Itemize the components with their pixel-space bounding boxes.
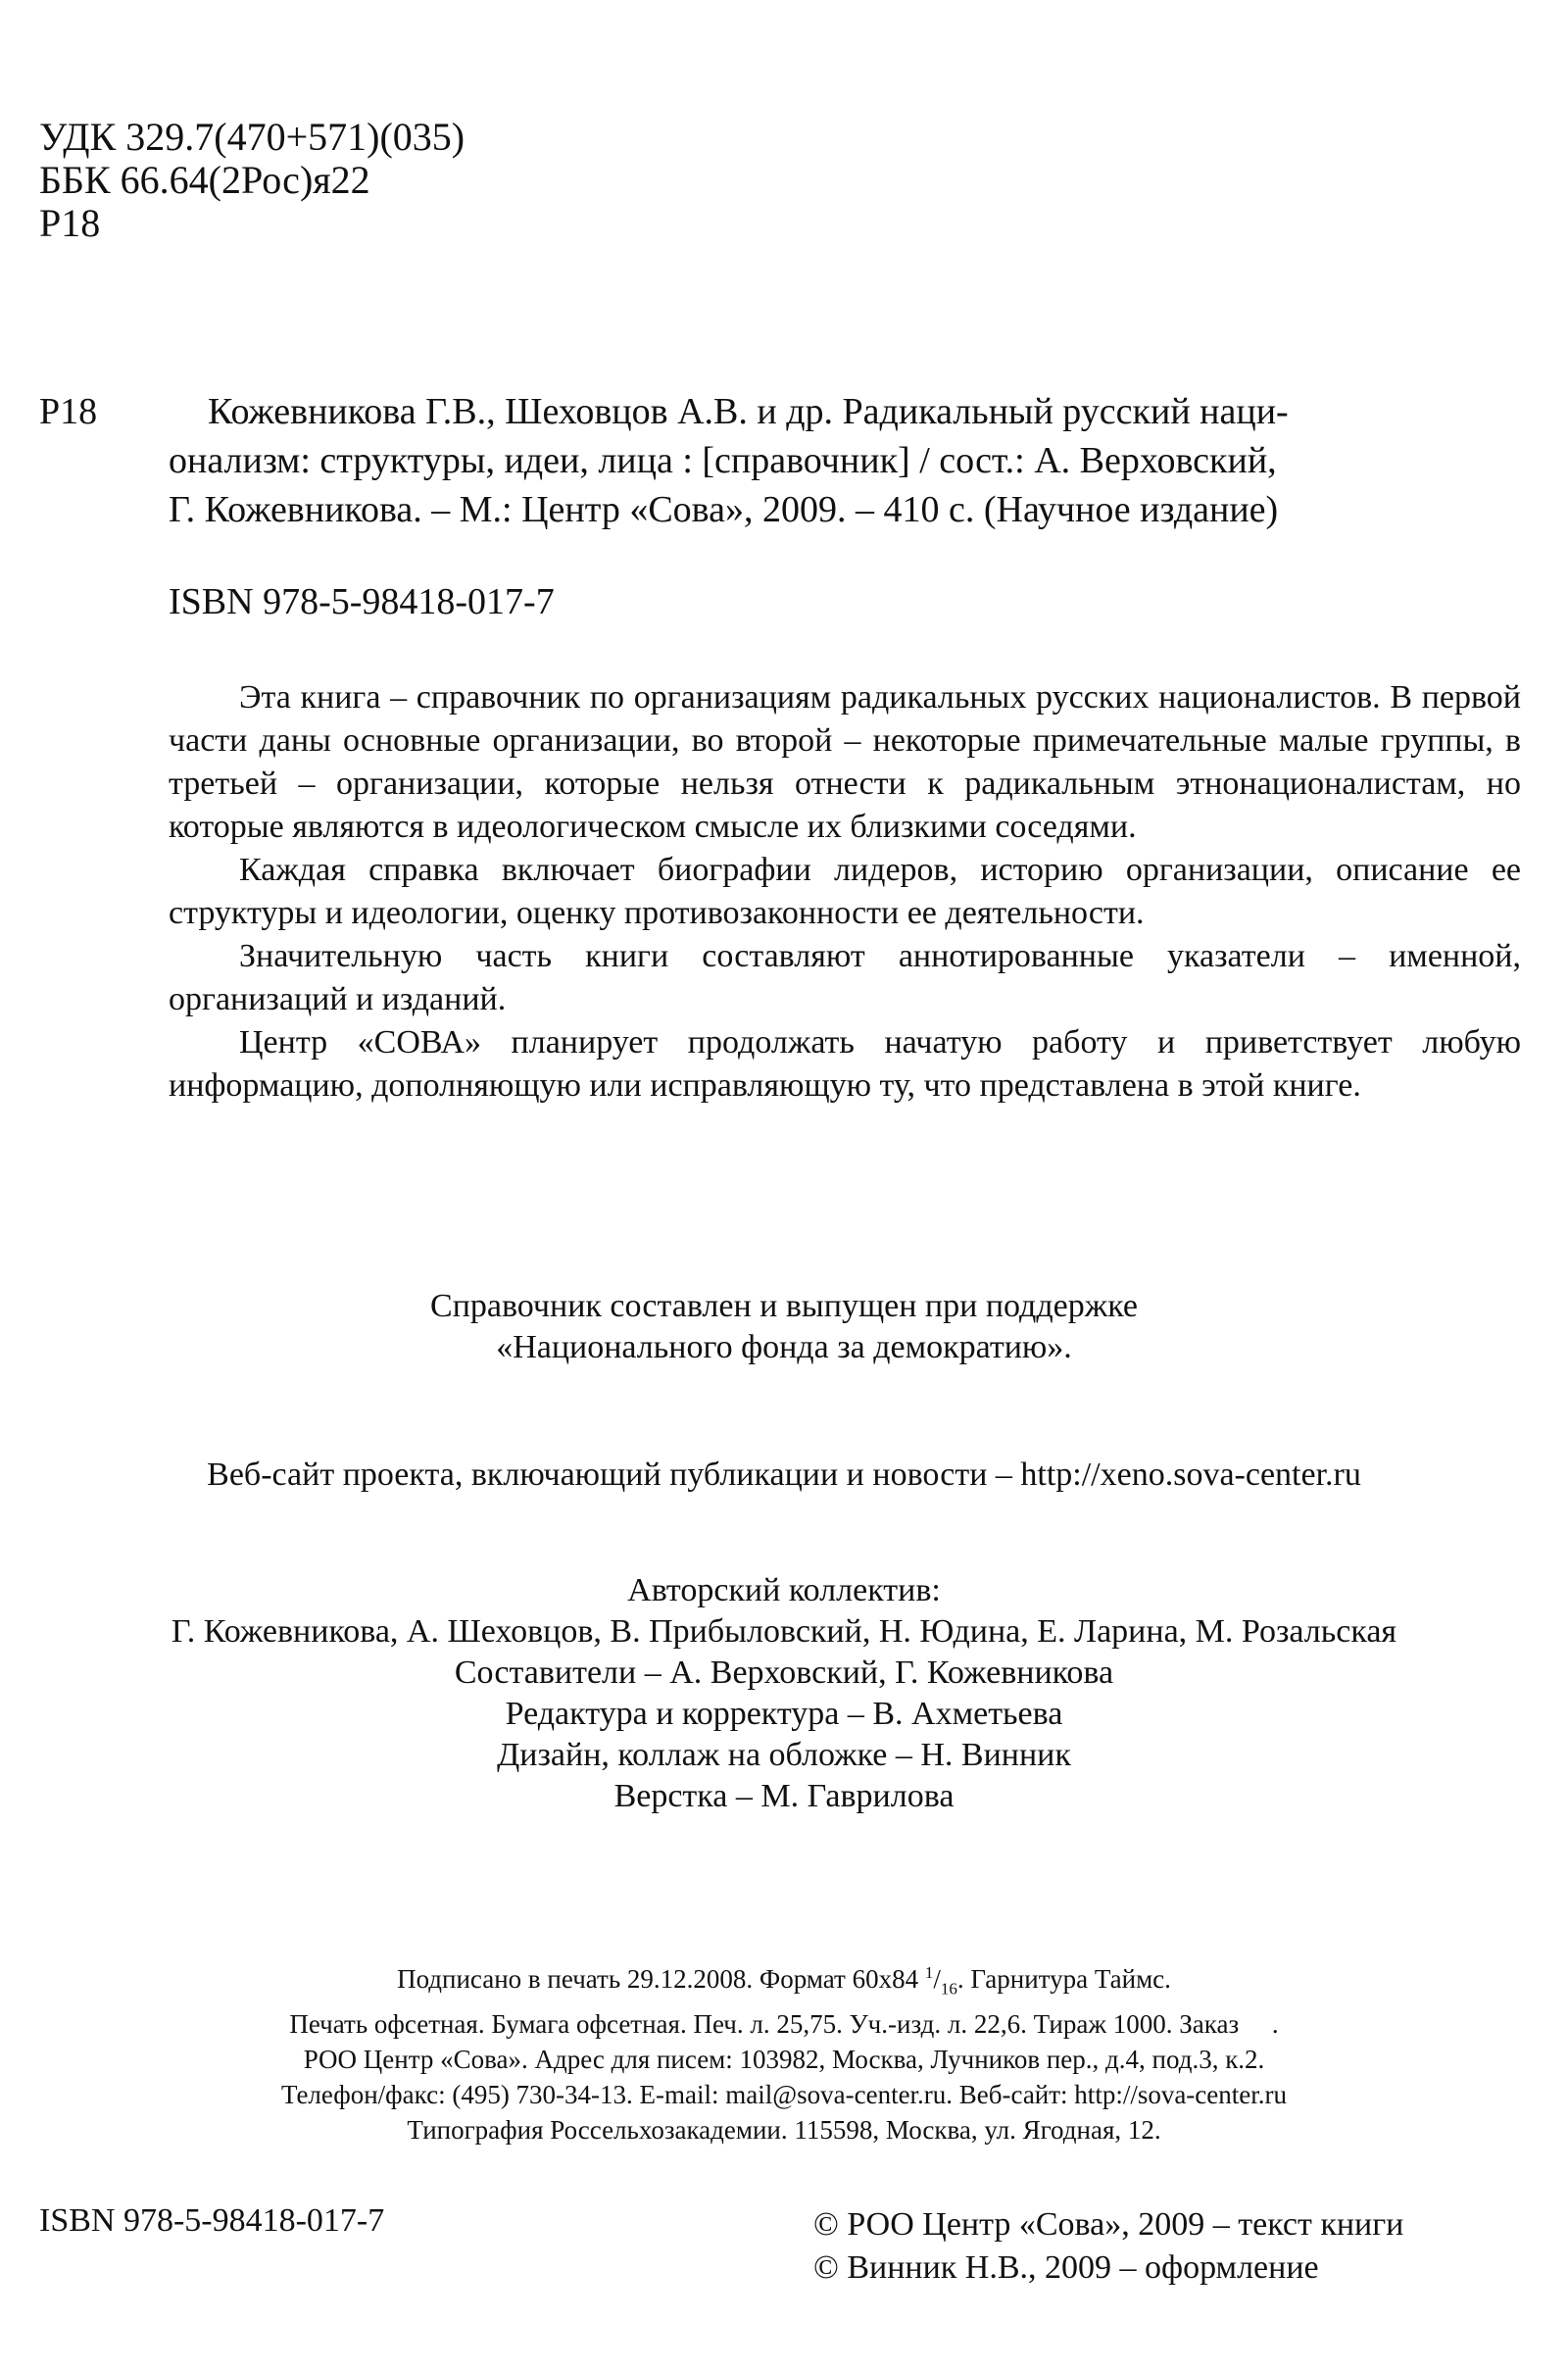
format-numerator: 1 xyxy=(924,1963,934,1982)
credits-heading: Авторский коллектив: xyxy=(627,1572,941,1608)
annotation-paragraph: Каждая справка включает биографии лидеров, историю организации, описание ее структуры и идеологии, оценку противозаконности ее деятельности. xyxy=(169,852,1521,931)
imprint-line-1-end: . Гарнитура Таймс. xyxy=(956,1964,1171,1994)
catalog-line-1: Кожевникова Г.В., Шеховцов А.В. и др. Радикальный русский наци- xyxy=(208,391,1289,432)
udk-code: УДК 329.7(470+571)(035) xyxy=(39,115,466,159)
credits-authors: Г. Кожевникова, А. Шеховцов, В. Прибыловский, Н. Юдина, Е. Ларина, М. Розальская xyxy=(171,1613,1397,1650)
annotation xyxy=(169,676,1521,1108)
copyright-block xyxy=(813,2203,1403,2290)
imprint-line-4: Телефон/факс: (495) 730-34-13. E-mail: mail@sova-center.ru. Веб-сайт: http://sova-center.ru xyxy=(280,2080,1287,2110)
format-denominator: 16 xyxy=(940,1979,957,1999)
annotation-paragraph: Значительную часть книги составляют аннотированные указатели – именной, организаций и изданий. xyxy=(169,938,1521,1017)
copyright-design: © Винник Н.В., 2009 – оформление xyxy=(813,2249,1319,2286)
catalog-mark: Р18 xyxy=(39,391,98,432)
imprint-line-1-start: Подписано в печать 29.12.2008. Формат 60х84 xyxy=(397,1964,925,1994)
format-slash: / xyxy=(933,1964,941,1994)
credits-editing: Редактура и корректура – В. Ахметьева xyxy=(505,1696,1063,1732)
bbk-code: ББК 66.64(2Рос)я22 xyxy=(39,158,370,202)
imprint-line-1 xyxy=(0,1955,1568,2006)
copyright-text: © РОО Центр «Сова», 2009 – текст книги xyxy=(813,2206,1404,2243)
imprint-line-2: Печать офсетная. Бумага офсетная. Печ. л. 25,75. Уч.-изд. л. 22,6. Тираж 1000. Заказ . xyxy=(289,2009,1279,2040)
support-line: «Национального фонда за демократию». xyxy=(496,1329,1072,1365)
credits-design: Дизайн, коллаж на обложке – Н. Винник xyxy=(497,1737,1071,1773)
footer-isbn: ISBN 978-5-98418-017-7 xyxy=(39,2202,385,2239)
credits-layout: Верстка – М. Гаврилова xyxy=(613,1778,955,1814)
credits-compilers: Составители – А. Верховский, Г. Кожевникова xyxy=(454,1654,1114,1691)
support-line: Справочник составлен и выпущен при поддержке xyxy=(430,1288,1138,1324)
imprint-line-3: РОО Центр «Сова». Адрес для писем: 103982, Москва, Лучников пер., д.4, под.3, к.2. xyxy=(303,2045,1265,2075)
catalog-isbn: ISBN 978-5-98418-017-7 xyxy=(169,581,555,622)
annotation-paragraph: Центр «СОВА» планирует продолжать начатую работу и приветствует любую информацию, дополняющую или исправляющую ту, что представлена в этой книге. xyxy=(169,1024,1521,1104)
author-mark: Р18 xyxy=(39,201,101,245)
annotation-paragraph: Эта книга – справочник по организациям радикальных русских националистов. В первой части даны основные организации, во второй – некоторые примечательные малые группы, в третьей – организации, которые нельзя отнести к радикальным этнонационалистам, но которые являются в идеологическом смысле их близкими соседями. xyxy=(169,679,1521,845)
imprint-line-5: Типография Россельхозакадемии. 115598, Москва, ул. Ягодная, 12. xyxy=(407,2115,1161,2146)
catalog-line-2: онализм: структуры, идеи, лица : [справочник] / сост.: А. Верховский, xyxy=(169,440,1277,481)
website-line: Веб-сайт проекта, включающий публикации и новости – http://xeno.sova-center.ru xyxy=(207,1457,1361,1493)
catalog-entry xyxy=(169,387,1521,534)
imprint xyxy=(0,1955,1568,2148)
credits xyxy=(0,1570,1568,1817)
support-note xyxy=(0,1286,1568,1368)
classification-codes xyxy=(39,116,465,245)
catalog-line-3: Г. Кожевникова. – М.: Центр «Сова», 2009. – 410 с. (Научное издание) xyxy=(169,489,1279,530)
